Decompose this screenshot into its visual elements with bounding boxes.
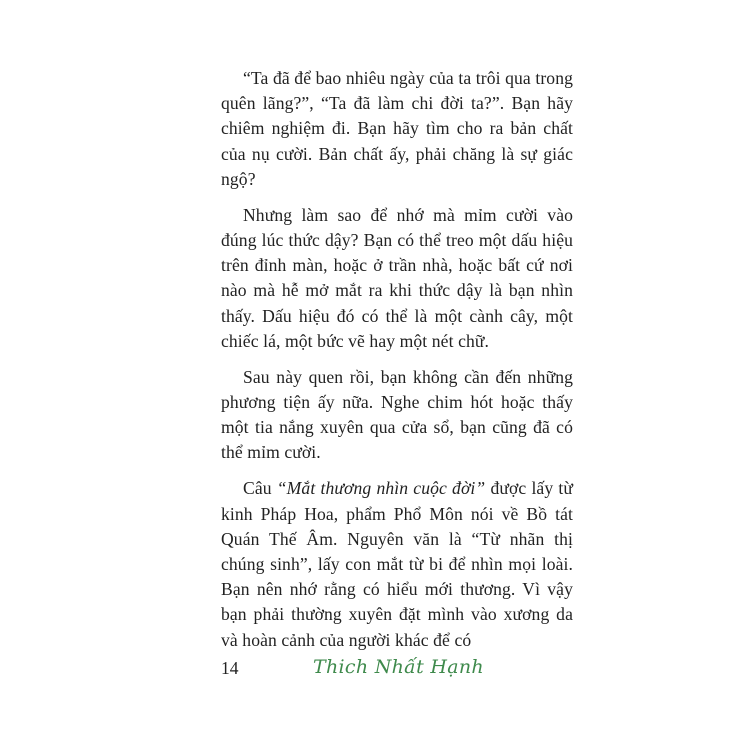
body-text <box>221 66 573 653</box>
paragraph-4-quote: “Mắt thương nhìn cuộc đời” <box>276 478 486 499</box>
paragraph-2: Nhưng làm sao để nhớ mà mỉm cười vào đúng lúc thức dậy? Bạn có thể treo một dấu hiệu trên đỉnh màn, hoặc ở trần nhà, hoặc bất cứ nơi nào mà hễ mở mắt ra khi thức dậy là bạn nhìn thấy. Dấu hiệu đó có thể là một cành cây, một chiếc lá, một bức vẽ hay một nét chữ. <box>221 204 573 351</box>
author-signature: Thich Nhất Hạnh <box>313 656 484 678</box>
paragraph-4-rest: được lấy từ kinh Pháp Hoa, phẩm Phổ Môn nói về Bồ tát Quán Thế Âm. Nguyên văn là “Từ nhãn thị chúng sinh”, lấy con mắt từ bi để nhìn mọi loài. Bạn nên nhớ rằng có hiểu mới thương. Vì vậy bạn phải thường xuyên đặt mình vào xương da và hoàn cảnh của người khác để có <box>221 478 574 650</box>
paragraph-3: Sau này quen rồi, bạn không cần đến những phương tiện ấy nữa. Nghe chim hót hoặc thấy một tia nắng xuyên qua cửa sổ, bạn cũng đã có thể mỉm cười. <box>221 366 573 463</box>
page-footer <box>221 656 573 686</box>
page-number: 14 <box>221 658 239 678</box>
paragraph-1: “Ta đã để bao nhiêu ngày của ta trôi qua trong quên lãng?”, “Ta đã làm chi đời ta?”. Bạn hãy chiêm nghiệm đi. Bạn hãy tìm cho ra bản chất của nụ cười. Bản chất ấy, phải chăng là sự giác ngộ? <box>221 68 573 189</box>
paragraph-4 <box>221 476 573 652</box>
paragraph-4-lead: Câu <box>243 478 277 499</box>
